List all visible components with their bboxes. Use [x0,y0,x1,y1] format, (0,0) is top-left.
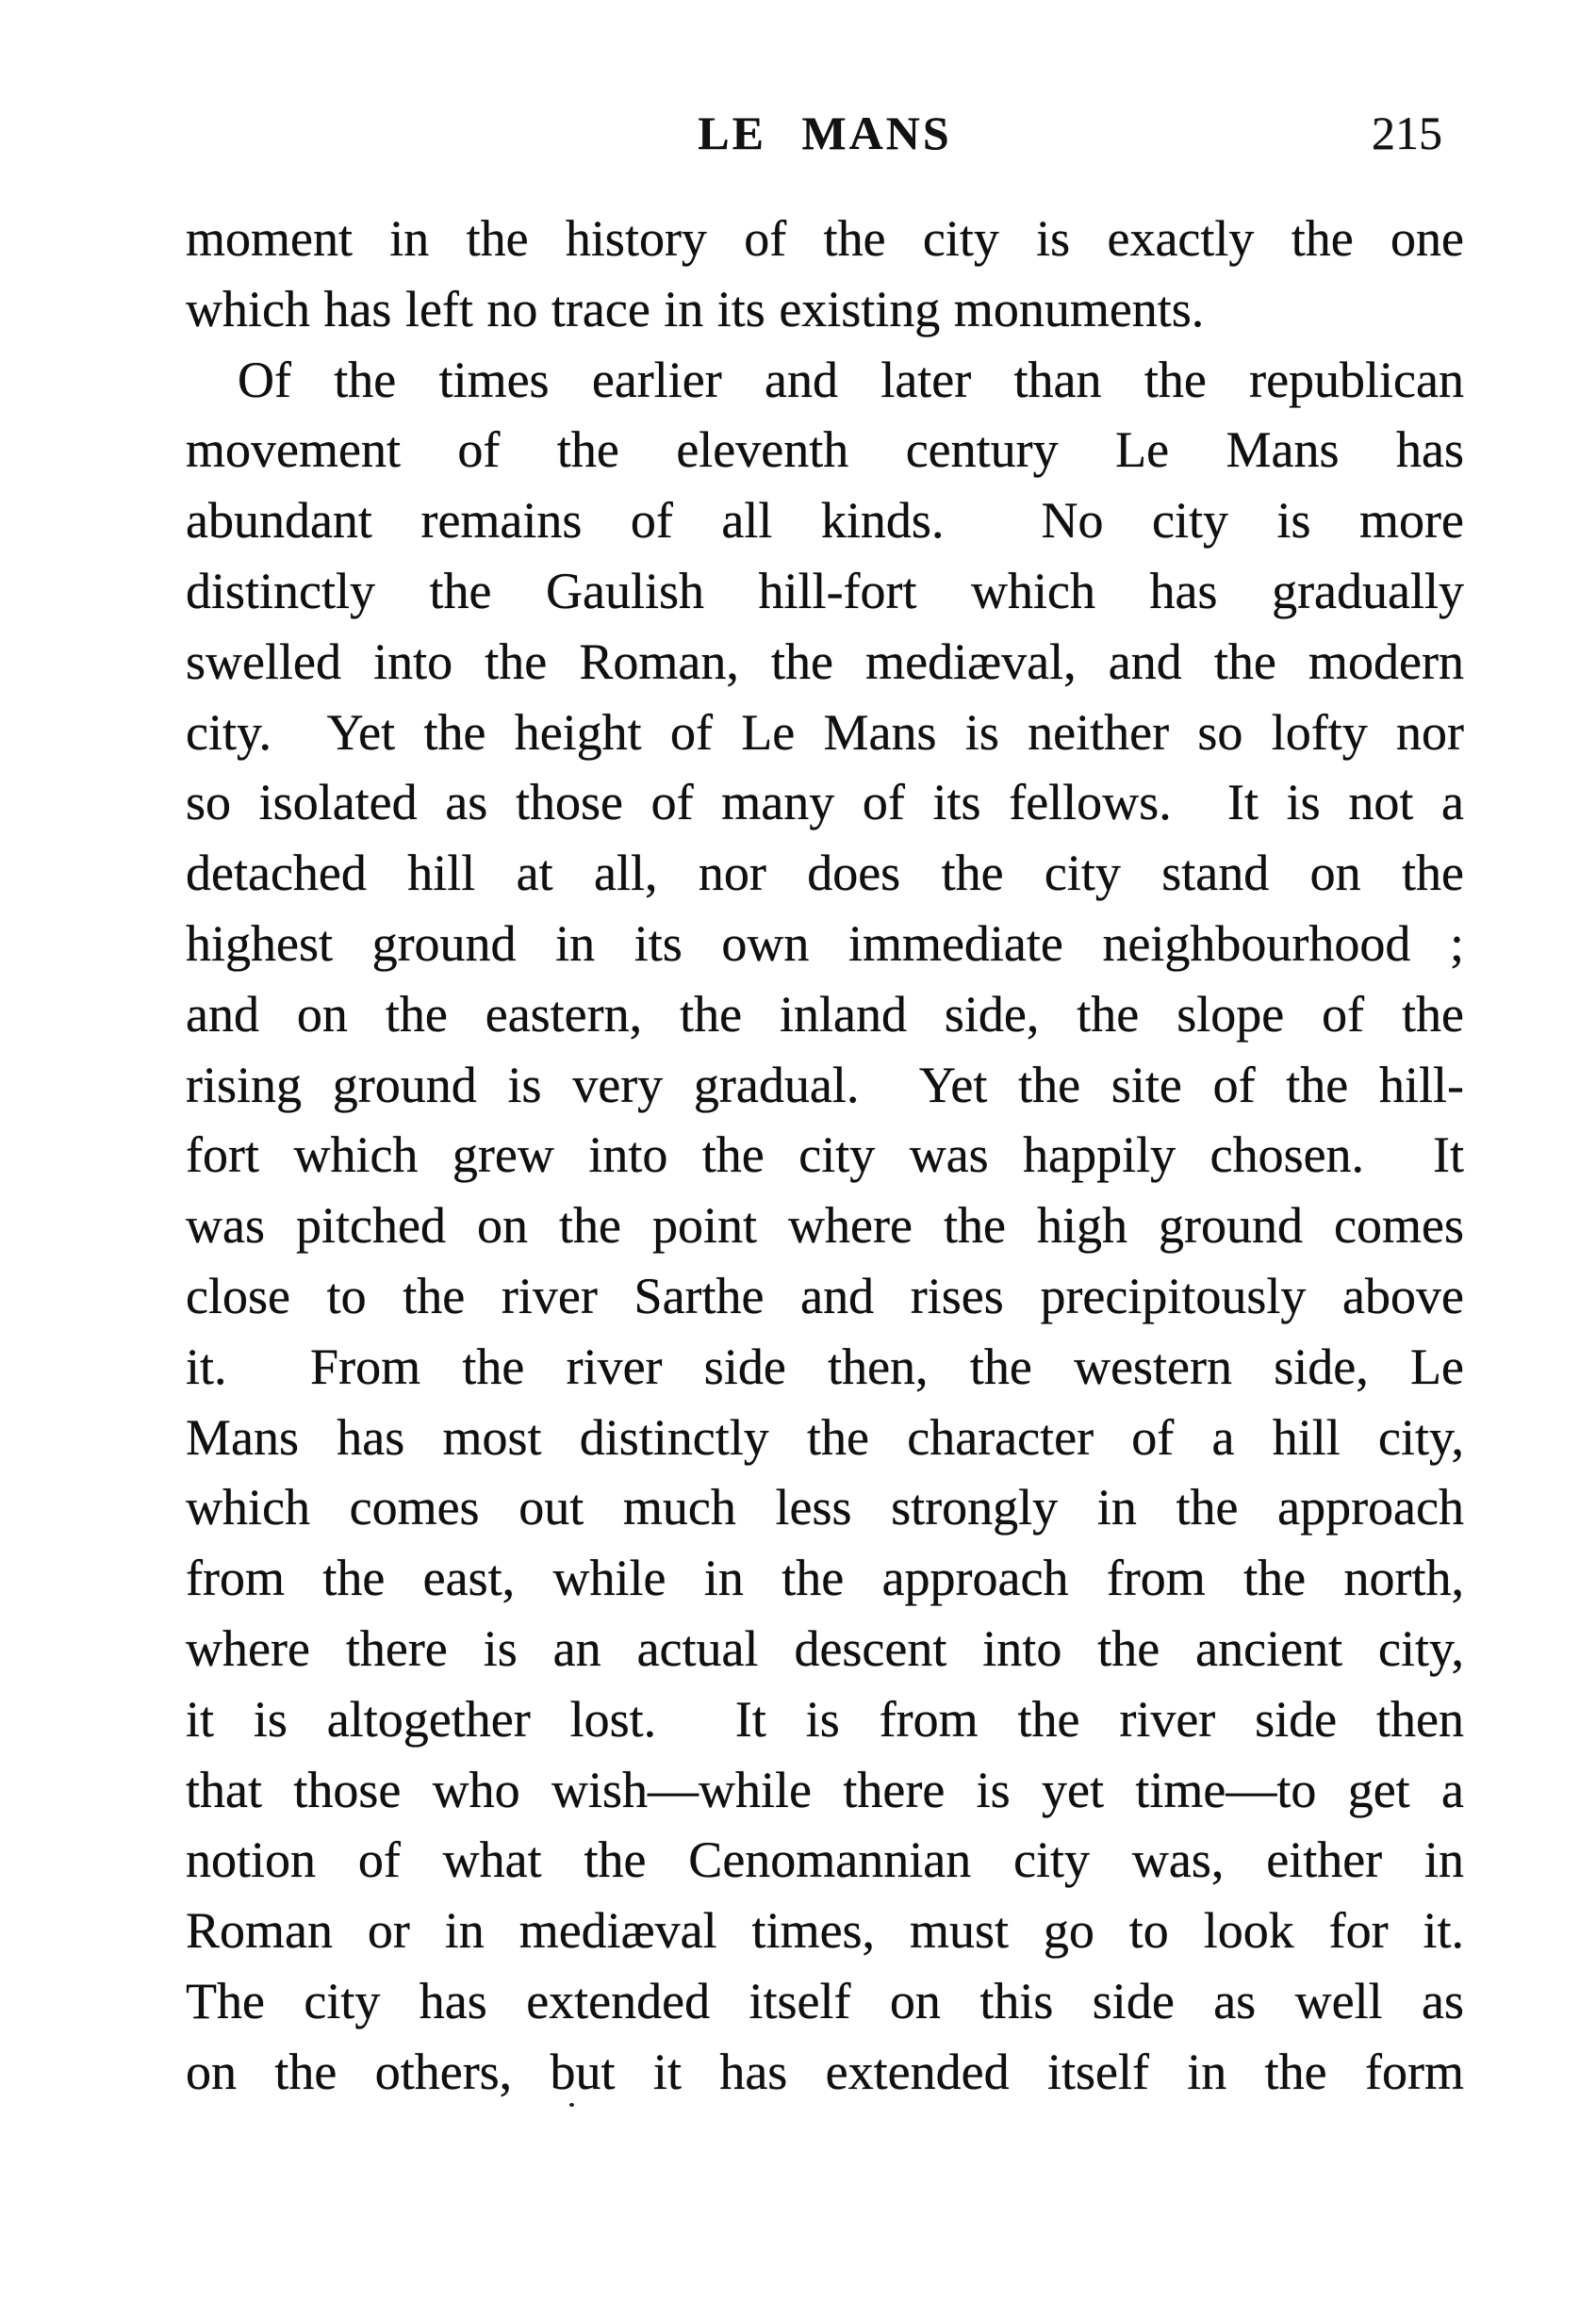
text-line: Mans has most distinctly the character of a hill city, [186,1408,1464,1466]
text-line: rising ground is very gradual. Yet the site of the hill- [186,1056,1464,1113]
text-line: highest ground in its own immediate neighbourhood ; [186,914,1464,972]
text-line: abundant remains of all kinds. No city is more [186,492,1464,550]
running-head [186,107,1464,163]
text-line: The city has extended itself on this side as well as [186,1972,1464,2029]
text-line: fort which grew into the city was happily chosen. It [186,1126,1464,1184]
scan-speck-artifact [569,2103,574,2107]
body-text [186,204,1464,2108]
text-line: it. From the river side then, the western side, Le [186,1338,1464,1395]
text-line: detached hill at all, nor does the city stand on the [186,845,1464,902]
text-line: swelled into the Roman, the mediæval, and the modern [186,632,1464,690]
text-line: from the east, while in the approach from the north, [186,1550,1464,1607]
page-title: LE MANS [698,107,952,159]
text-line: which has left no trace in its existing monuments. [186,280,1205,337]
page-number: 215 [1372,107,1442,159]
text-line: where there is an actual descent into the ancient city, [186,1619,1464,1677]
text-line: on the others, but it has extended itself in the form [186,2043,1464,2100]
text-line: so isolated as those of many of its fellows. It is not a [186,774,1464,831]
text-line: and on the eastern, the inland side, the slope of the [186,985,1464,1043]
text-line: close to the river Sarthe and rises precipitously above [186,1267,1464,1324]
text-line: notion of what the Cenomannian city was, either in [186,1831,1464,1889]
text-line: movement of the eleventh century Le Mans has [186,421,1464,479]
text-line: Of the times earlier and later than the republican [238,351,1464,408]
text-line: was pitched on the point where the high ground comes [186,1197,1464,1255]
text-line: Roman or in mediæval times, must go to look for it. [186,1902,1464,1960]
text-line: distinctly the Gaulish hill-fort which has gradually [186,562,1464,619]
text-line: which comes out much less strongly in the approach [186,1479,1464,1536]
text-line: it is altogether lost. It is from the river side then [186,1690,1464,1748]
text-line: moment in the history of the city is exactly the one [186,210,1464,267]
text-line: city. Yet the height of Le Mans is neither so lofty nor [186,703,1464,761]
text-line: that those who wish—while there is yet time—to get a [186,1761,1464,1818]
